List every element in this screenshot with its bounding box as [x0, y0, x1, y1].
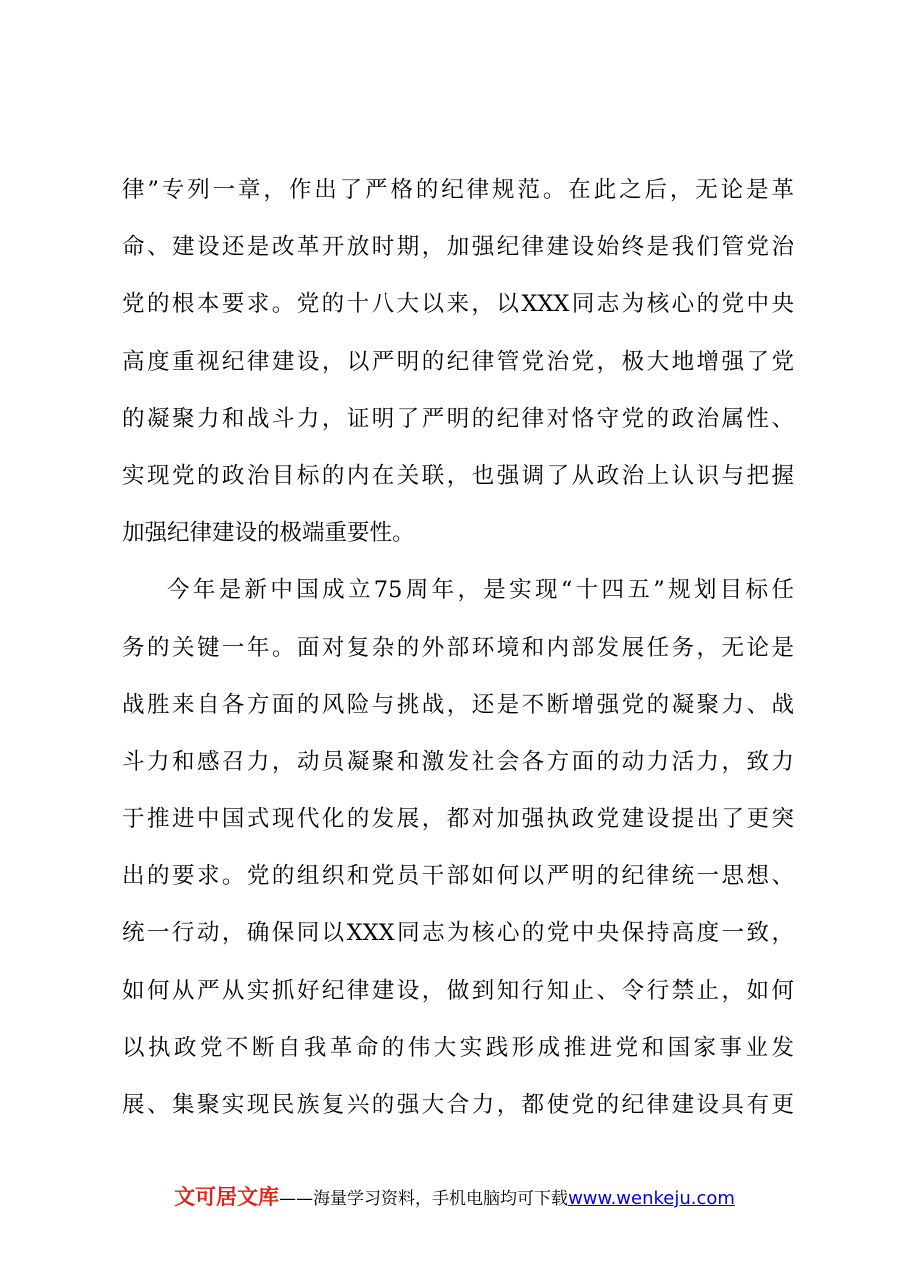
text-line: 律”专列一章，作出了严格的纪律规范。在此之后，无论是革: [122, 177, 794, 203]
text-line: 命、建设还是改革开放时期，加强纪律建设始终是我们管党治: [122, 234, 794, 261]
text-line: 以执政党不断自我革命的伟大实践形成推进党和国家事业发: [122, 1034, 794, 1061]
text-line: 今年是新中国成立75周年，是实现“十四五”规划目标任: [167, 577, 794, 604]
text-line: 的凝聚力和战斗力，证明了严明的纪律对恪守党的政治属性、: [122, 405, 794, 432]
text-line: 斗力和感召力，动员凝聚和激发社会各方面的动力活力，致力: [122, 748, 794, 775]
footer-banner: [0, 1183, 909, 1213]
text-line: 统一行动，确保同以XXX同志为核心的党中央保持高度一致，: [122, 920, 794, 947]
text-line: 于推进中国式现代化的发展，都对加强执政党建设提出了更突: [122, 806, 794, 833]
text-line: 战胜来自各方面的风险与挑战，还是不断增强党的凝聚力、战: [122, 691, 794, 718]
footer-tagline: ——海量学习资料，手机电脑均可下载: [279, 1189, 569, 1209]
text-line: 务的关键一年。面对复杂的外部环境和内部发展任务，无论是: [122, 634, 794, 661]
text-line: 高度重视纪律建设，以严明的纪律管党治党，极大地增强了党: [122, 348, 794, 375]
text-line: 出的要求。党的组织和党员干部如何以严明的纪律统一思想、: [122, 863, 794, 890]
text-line: 加强纪律建设的极端重要性。: [122, 520, 415, 547]
text-line: 实现党的政治目标的内在关联，也强调了从政治上认识与把握: [122, 462, 794, 489]
footer-website-link[interactable]: www.wenkeju.com: [568, 1188, 735, 1209]
text-line: 党的根本要求。党的十八大以来，以XXX同志为核心的党中央: [122, 291, 794, 318]
footer-brand: 文可居文库: [174, 1185, 280, 1209]
document-body: [122, 162, 794, 1134]
paragraph: [122, 162, 794, 562]
paragraph: [122, 562, 794, 1134]
text-line: 如何从严从实抓好纪律建设，做到知行知止、令行禁止，如何: [122, 977, 794, 1004]
text-line: 展、集聚实现民族复兴的强大合力，都使党的纪律建设具有更: [122, 1092, 794, 1118]
